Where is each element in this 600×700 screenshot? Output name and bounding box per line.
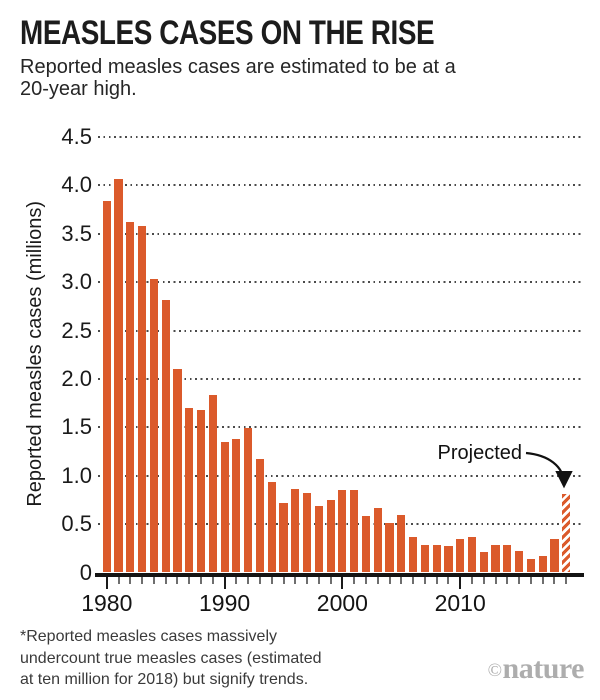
x-tick-1991 [235,577,237,584]
projected-arrow-icon [518,444,582,502]
y-tick-label-0: 0 [79,559,92,585]
footnote-line-1: *Reported measles cases massively [20,628,277,645]
x-tick-2001 [353,577,355,584]
x-tick-1994 [271,577,273,584]
bar-2012 [480,552,488,572]
bar-2010 [456,539,464,573]
x-tick-1993 [259,577,261,584]
x-tick-major-2000 [341,577,343,589]
x-tick-2009 [447,577,449,584]
gridline-1.5 [98,426,582,428]
x-tick-1982 [129,577,131,584]
x-tick-2014 [506,577,508,584]
gridline-4.5 [98,136,582,138]
x-tick-1997 [306,577,308,584]
bar-2013 [491,545,499,572]
x-tick-label-2010: 2010 [434,589,486,616]
copyright-symbol: © [487,660,502,681]
bar-1989 [209,395,217,572]
bar-1982 [126,222,134,572]
x-tick-label-1990: 1990 [199,589,251,616]
y-tick-label-4.0: 4.0 [61,172,92,198]
x-tick-1986 [176,577,178,584]
subtitle-line-2: 20-year high. [20,78,137,100]
bar-1992 [244,428,252,572]
x-tick-1981 [118,577,120,584]
y-tick-label-2.0: 2.0 [61,365,92,391]
y-tick-label-3.5: 3.5 [61,220,92,246]
bar-1999 [327,500,335,573]
x-tick-2007 [424,577,426,584]
bar-1995 [279,503,287,573]
page-title: MEASLES CASES ON THE RISE [20,14,435,52]
x-tick-1992 [247,577,249,584]
x-tick-2012 [483,577,485,584]
subtitle-line-1: Reported measles cases are estimated to be at a [20,56,456,78]
x-tick-major-2010 [459,577,461,589]
bar-1983 [138,226,146,573]
gridline-2.0 [98,378,582,380]
bar-1991 [232,439,240,573]
footnote [20,626,321,691]
x-tick-1988 [200,577,202,584]
x-tick-major-1990 [224,577,226,589]
bar-1993 [256,459,264,572]
gridline-3.0 [98,281,582,283]
bar-2017 [539,556,547,572]
x-tick-label-1980: 1980 [81,589,133,616]
bar-projected-2019 [562,494,570,572]
x-tick-1989 [212,577,214,584]
bar-1990 [221,442,229,573]
bar-1984 [150,279,158,572]
bar-1987 [185,408,193,573]
x-tick-1999 [330,577,332,584]
x-tick-2017 [542,577,544,584]
x-tick-2006 [412,577,414,584]
bar-2003 [374,508,382,573]
x-tick-2016 [530,577,532,584]
bar-2000 [338,490,346,572]
x-tick-2008 [436,577,438,584]
bar-1998 [315,506,323,573]
bar-2001 [350,490,358,572]
bar-2018 [550,539,558,573]
bar-2007 [421,545,429,572]
bar-2016 [527,559,535,573]
gridline-3.5 [98,233,582,235]
bar-2008 [433,545,441,572]
gridline-4.0 [98,184,582,186]
bar-2014 [503,545,511,572]
x-tick-1985 [165,577,167,584]
x-tick-major-1980 [106,577,108,589]
y-axis-title: Reported measles cases (millions) [23,201,46,507]
bar-2011 [468,537,476,573]
bar-2009 [444,546,452,572]
x-tick-2011 [471,577,473,584]
y-tick-label-3.0: 3.0 [61,269,92,295]
x-tick-1987 [188,577,190,584]
x-tick-2003 [377,577,379,584]
bar-2002 [362,516,370,572]
footnote-line-2: undercount true measles cases (estimated [20,649,322,667]
bar-1980 [103,201,111,573]
x-tick-1998 [318,577,320,584]
footnote-line-3: at ten million for 2018) but signify trends. [20,671,309,688]
bar-1985 [162,300,170,573]
y-tick-label-2.5: 2.5 [61,317,92,343]
x-tick-2002 [365,577,367,584]
nature-wordmark: nature [502,652,584,685]
gridline-1.0 [98,475,582,477]
x-tick-2019 [565,577,567,584]
x-tick-1995 [283,577,285,584]
x-tick-2013 [495,577,497,584]
y-tick-label-0.5: 0.5 [61,511,92,537]
x-tick-2004 [389,577,391,584]
y-tick-label-1.0: 1.0 [61,462,92,488]
y-tick-label-1.5: 1.5 [61,414,92,440]
bar-2015 [515,551,523,572]
x-tick-2018 [553,577,555,584]
x-axis-line [95,573,584,578]
x-tick-label-2000: 2000 [316,589,368,616]
projected-annotation-label: Projected [437,442,522,464]
bar-2004 [385,523,393,572]
bar-2005 [397,515,405,572]
bar-1997 [303,493,311,572]
gridline-2.5 [98,330,582,332]
bar-1996 [291,489,299,572]
x-tick-1996 [294,577,296,584]
y-tick-label-4.5: 4.5 [61,123,92,149]
x-tick-1983 [141,577,143,584]
bar-1994 [268,482,276,572]
page-subtitle [20,56,456,100]
nature-logo [476,652,584,686]
x-tick-1984 [153,577,155,584]
bar-1986 [173,369,181,572]
bar-2006 [409,537,417,573]
bar-1981 [114,179,122,573]
x-tick-2005 [400,577,402,584]
x-tick-2015 [518,577,520,584]
bar-1988 [197,410,205,573]
